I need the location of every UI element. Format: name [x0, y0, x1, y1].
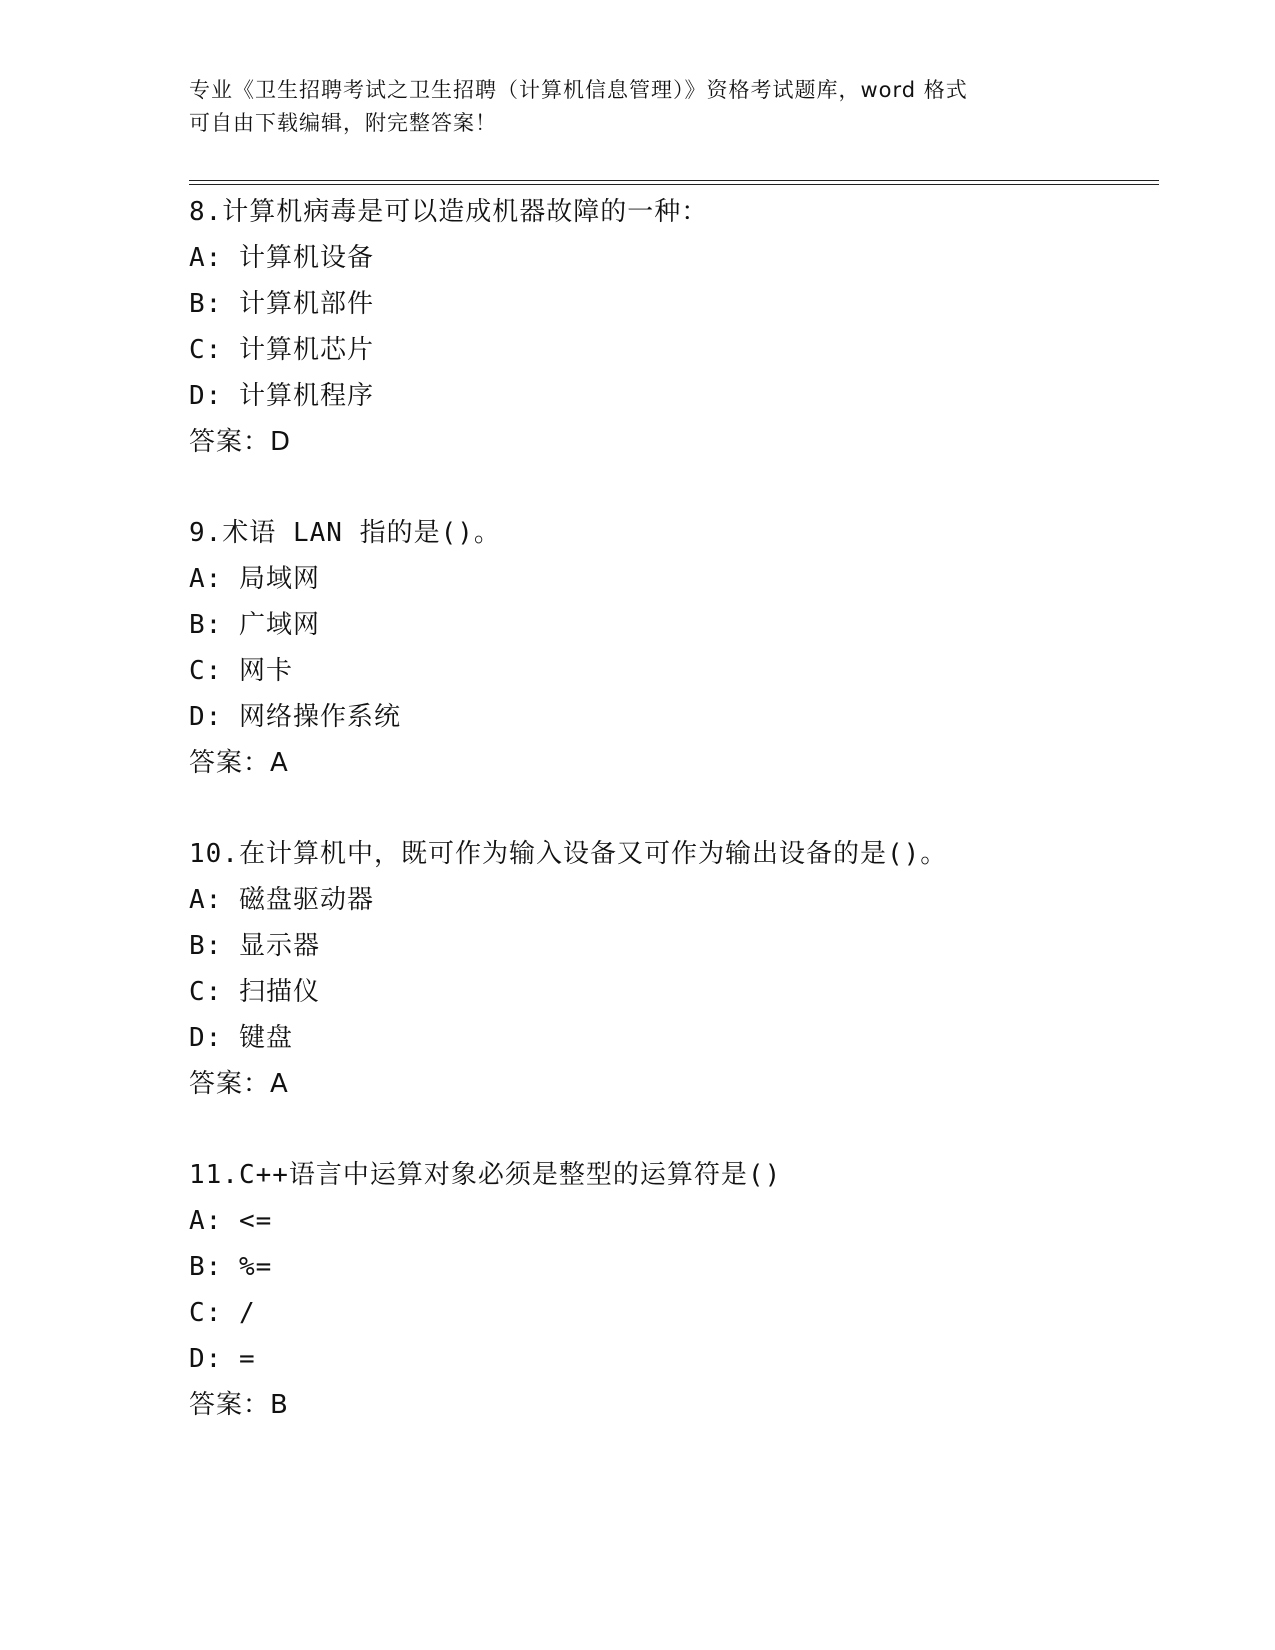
- answer: 答案：B: [189, 1390, 289, 1420]
- option-c: C: /: [189, 1298, 256, 1328]
- option-d: D: 键盘: [189, 1023, 293, 1053]
- question-title: 9.术语 LAN 指的是()。: [189, 518, 501, 548]
- option-c: C: 计算机芯片: [189, 335, 374, 365]
- option-d: D: 计算机程序: [189, 381, 374, 411]
- option-a: A: 计算机设备: [189, 243, 374, 273]
- question-title: 11.C++语言中运算对象必须是整型的运算符是(): [189, 1160, 782, 1190]
- question-8: [189, 189, 1159, 465]
- answer: 答案：D: [189, 427, 292, 457]
- option-a: A: 局域网: [189, 564, 320, 594]
- option-b: B: %=: [189, 1252, 273, 1282]
- answer: 答案：A: [189, 748, 289, 778]
- answer: 答案：A: [189, 1069, 289, 1099]
- header-line-1: 专业《卫生招聘考试之卫生招聘（计算机信息管理）》资格考试题库，word 格式: [189, 78, 968, 102]
- header-divider-bottom: [189, 184, 1159, 185]
- option-d: D: 网络操作系统: [189, 702, 401, 732]
- option-a: A: 磁盘驱动器: [189, 885, 374, 915]
- header-line-2: 可自由下载编辑，附完整答案！: [189, 111, 497, 135]
- option-b: B: 广域网: [189, 610, 320, 640]
- question-9: [189, 510, 1159, 786]
- option-a: A: <=: [189, 1206, 273, 1236]
- option-b: B: 计算机部件: [189, 289, 374, 319]
- question-11: [189, 1152, 1159, 1428]
- option-d: D: =: [189, 1344, 256, 1374]
- question-list: [189, 189, 1159, 1428]
- question-title: 10.在计算机中，既可作为输入设备又可作为输出设备的是()。: [189, 839, 948, 869]
- question-title: 8.计算机病毒是可以造成机器故障的一种：: [189, 197, 709, 227]
- option-c: C: 扫描仪: [189, 977, 320, 1007]
- question-10: [189, 831, 1159, 1107]
- document-header: [189, 74, 1089, 140]
- option-c: C: 网卡: [189, 656, 293, 686]
- header-divider-top: [189, 180, 1159, 181]
- option-b: B: 显示器: [189, 931, 320, 961]
